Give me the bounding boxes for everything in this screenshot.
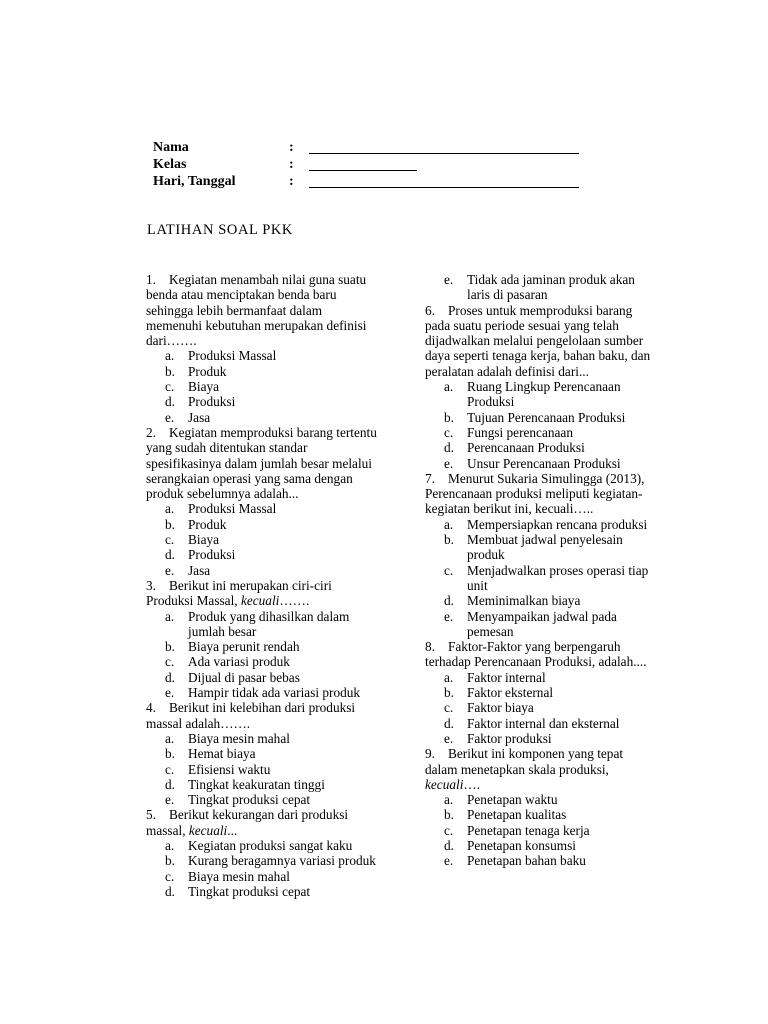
option[interactable]: d. Penetapan konsumsi xyxy=(444,837,576,853)
option[interactable]: d. Meminimalkan biaya xyxy=(444,593,581,609)
option-letter: c. xyxy=(165,654,175,670)
option[interactable]: d. Faktor internal dan eksternal xyxy=(444,715,620,731)
option[interactable]: d. Produksi xyxy=(165,547,236,563)
option-letter: b. xyxy=(444,685,454,701)
option[interactable]: c. Fungsi perencanaan xyxy=(444,424,573,440)
question-5: 5. Berikut kekurangan dari produksi massal, kecuali... xyxy=(146,807,349,838)
option-letter: e. xyxy=(444,853,454,869)
question-2: 2. Kegiatan memproduksi barang tertentu yang sudah ditentukan standar spesifikasinya dalam jumlah besar melalui serangkaian operasi yang sama dengan produk sebelumnya adalah... xyxy=(146,424,377,502)
option[interactable]: e. Hampir tidak ada variasi produk xyxy=(165,685,361,701)
option-letter: d. xyxy=(444,837,454,853)
question-9: 9. Berikut ini komponen yang tepat dalam menetapkan skala produksi, kecuali…. xyxy=(425,746,624,792)
option[interactable]: a. Produk yang dihasilkan dalam jumlah besar xyxy=(165,608,350,639)
option-letter: e. xyxy=(444,455,454,471)
option[interactable]: d. Perencanaan Produksi xyxy=(444,440,585,456)
option-letter: c. xyxy=(165,868,175,884)
option[interactable]: e. Unsur Perencanaan Produksi xyxy=(444,455,621,471)
page-title: LATIHAN SOAL PKK xyxy=(147,222,294,238)
option[interactable]: d. Tingkat produksi cepat xyxy=(165,883,311,899)
class-blank-line[interactable] xyxy=(309,170,417,171)
option[interactable]: b. Hemat biaya xyxy=(165,746,256,762)
option[interactable]: b. Faktor eksternal xyxy=(444,685,554,701)
option-letter: c. xyxy=(444,424,454,440)
option[interactable]: b. Produk xyxy=(165,516,227,532)
option-letter: c. xyxy=(444,822,454,838)
option-letter: d. xyxy=(444,440,454,456)
option[interactable]: b. Produk xyxy=(165,363,227,379)
date-label: Hari, Tanggal xyxy=(153,174,236,189)
question-1: 1. Kegiatan menambah nilai guna suatu benda atau menciptakan benda baru sehingga lebih bermanfaat dalam memenuhi kebutuhan merupakan definisi dari……. xyxy=(146,272,367,349)
option-letter: e. xyxy=(444,272,454,287)
option[interactable]: a. Ruang Lingkup Perencanaan Produksi xyxy=(444,379,621,410)
option-letter: d. xyxy=(444,715,454,731)
option-letter: e. xyxy=(444,608,454,624)
class-label: Kelas xyxy=(153,157,187,172)
option-letter: d. xyxy=(165,669,175,685)
option-letter: a. xyxy=(444,792,454,808)
option[interactable]: c. Biaya mesin mahal xyxy=(165,868,290,884)
option[interactable]: b. Membuat jadwal penyelesain produk xyxy=(444,532,623,563)
option-letter: b. xyxy=(444,532,454,548)
option[interactable]: a. Produksi Massal xyxy=(165,348,277,364)
option-letter: a. xyxy=(165,608,175,624)
question-6: 6. Proses untuk memproduksi barang pada suatu periode sesuai yang telah dijadwalkan melalui pengelolaan sumber daya seperti tenaga kerja, bahan baku, dan peralatan adalah definisi dari... xyxy=(425,302,651,379)
option[interactable]: a. Kegiatan produksi sangat kaku xyxy=(165,837,353,853)
option[interactable]: d. Tingkat keakuratan tinggi xyxy=(165,776,325,792)
option[interactable]: a. Mempersiapkan rencana produksi xyxy=(444,516,648,532)
option[interactable]: e. Tingkat produksi cepat xyxy=(165,792,311,808)
option-letter: c. xyxy=(444,700,454,716)
class-colon: : xyxy=(289,157,294,172)
option-letter: b. xyxy=(444,807,454,823)
question-4: 4. Berikut ini kelebihan dari produksi massal adalah……. xyxy=(146,700,356,731)
option[interactable]: a. Biaya mesin mahal xyxy=(165,730,290,746)
option-letter: b. xyxy=(444,409,454,425)
option-letter: d. xyxy=(165,547,175,563)
name-label: Nama xyxy=(153,140,189,155)
name-colon: : xyxy=(289,140,294,155)
option-letter: d. xyxy=(165,883,175,899)
option[interactable]: e. Jasa xyxy=(165,409,211,425)
option[interactable]: d. Produksi xyxy=(165,394,236,410)
option[interactable]: e. Tidak ada jaminan produk akan laris di pasaran xyxy=(444,272,635,303)
date-colon: : xyxy=(289,174,294,189)
option-letter: d. xyxy=(165,394,175,410)
question-7: 7. Menurut Sukaria Simulingga (2013), Perencanaan produksi meliputi kegiatan-kegiatan berikut ini, kecuali….. xyxy=(425,470,645,517)
right-column xyxy=(425,272,651,869)
option-letter: a. xyxy=(444,379,454,395)
option-letter: a. xyxy=(165,730,175,746)
option[interactable]: e. Penetapan bahan baku xyxy=(444,853,586,869)
question-3: 3. Berikut ini merupakan ciri-ciri Produksi Massal, kecuali……. xyxy=(146,577,332,609)
option[interactable]: e. Menyampaikan jadwal pada pemesan xyxy=(444,608,617,639)
option[interactable]: b. Biaya perunit rendah xyxy=(165,639,300,655)
option[interactable]: a. Produksi Massal xyxy=(165,501,277,517)
option[interactable]: b. Tujuan Perencanaan Produksi xyxy=(444,409,626,425)
option-letter: c. xyxy=(444,562,454,578)
option[interactable]: a. Faktor internal xyxy=(444,669,546,685)
option-letter: d. xyxy=(444,593,454,609)
option-letter: a. xyxy=(444,669,454,685)
option[interactable]: e. Faktor produksi xyxy=(444,730,552,746)
option[interactable]: b. Penetapan kualitas xyxy=(444,807,567,823)
option[interactable]: c. Penetapan tenaga kerja xyxy=(444,822,590,838)
option-letter: a. xyxy=(165,501,175,517)
option[interactable]: a. Penetapan waktu xyxy=(444,792,558,808)
option-letter: b. xyxy=(165,746,175,762)
left-column xyxy=(146,272,378,899)
option[interactable]: e. Jasa xyxy=(165,562,211,578)
option-letter: b. xyxy=(165,639,175,655)
option-letter: d. xyxy=(165,776,175,792)
option-letter: a. xyxy=(165,348,175,364)
option[interactable]: c. Biaya xyxy=(165,532,220,548)
option[interactable]: d. Dijual di pasar bebas xyxy=(165,669,300,685)
option-letter: c. xyxy=(165,761,175,777)
option-letter: e. xyxy=(165,792,175,808)
option-letter: a. xyxy=(165,837,175,853)
option-letter: e. xyxy=(165,409,175,425)
question-8: 8. Faktor-Faktor yang berpengaruh terhadap Perencanaan Produksi, adalah.... xyxy=(425,639,647,670)
option-letter: e. xyxy=(444,730,454,746)
option[interactable]: c. Menjadwalkan proses operasi tiap unit xyxy=(444,562,649,593)
date-blank-line[interactable] xyxy=(309,187,579,188)
option[interactable]: c. Faktor biaya xyxy=(444,700,534,716)
option-letter: c. xyxy=(165,379,175,395)
option-letter: e. xyxy=(165,562,175,578)
option[interactable]: c. Efisiensi waktu xyxy=(165,761,271,777)
option[interactable]: c. Biaya xyxy=(165,379,220,395)
option[interactable]: c. Ada variasi produk xyxy=(165,654,290,670)
option-letter: b. xyxy=(165,363,175,379)
option-letter: b. xyxy=(165,853,175,869)
option-letter: e. xyxy=(165,685,175,701)
option-letter: c. xyxy=(165,532,175,548)
name-blank-line[interactable] xyxy=(309,153,579,154)
option-letter: a. xyxy=(444,516,454,532)
option[interactable]: b. Kurang beragamnya variasi produk xyxy=(165,853,376,869)
option-letter: b. xyxy=(165,516,175,532)
